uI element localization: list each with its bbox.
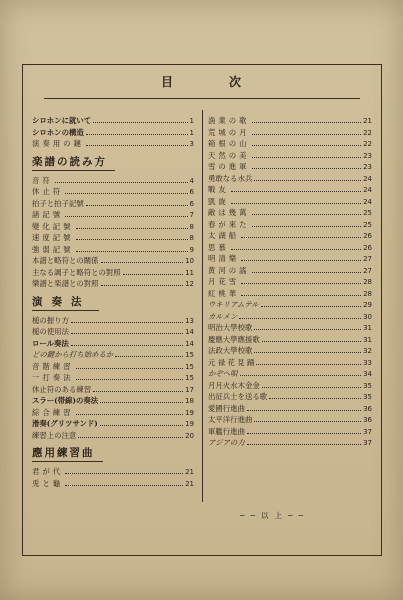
toc-entry-page: 24 xyxy=(363,197,372,206)
dot-leader xyxy=(254,174,361,181)
toc-entry-title: 槌の使用法 xyxy=(32,327,69,336)
dot-leader xyxy=(241,231,361,238)
toc-entry-title: ロール奏法 xyxy=(32,338,69,348)
toc-entry xyxy=(208,230,372,242)
toc-entry-title: シロホンの構造 xyxy=(32,127,84,137)
toc-entry-title: ウキリアムテル xyxy=(208,300,259,309)
toc-entry-title: かぞへ唄 xyxy=(208,369,238,378)
toc-entry-page: 19 xyxy=(185,420,194,428)
dot-leader xyxy=(93,385,183,392)
toc-entry xyxy=(32,221,194,233)
dot-leader xyxy=(254,346,361,353)
toc-entry xyxy=(208,380,372,392)
dot-leader xyxy=(101,256,184,263)
toc-entry xyxy=(32,466,194,478)
toc-entry-page: 13 xyxy=(185,316,194,325)
toc-entry xyxy=(32,372,194,384)
toc-entry xyxy=(32,407,194,419)
toc-entry xyxy=(32,361,194,373)
notation-list xyxy=(32,175,194,290)
dot-leader xyxy=(252,139,362,146)
toc-entry xyxy=(32,127,194,139)
toc-entry-page: 22 xyxy=(363,128,372,137)
dot-leader xyxy=(76,373,184,380)
toc-entry-page: 31 xyxy=(363,324,372,332)
dot-leader xyxy=(252,162,362,169)
toc-entry-title: 黄河の謠 xyxy=(208,265,250,275)
dot-leader xyxy=(252,151,362,158)
dot-leader xyxy=(71,339,183,346)
toc-entry-page: 29 xyxy=(363,301,372,309)
toc-entry-page: 24 xyxy=(363,174,372,183)
toc-entry-page: 19 xyxy=(185,408,194,417)
toc-entry-page: 37 xyxy=(363,439,372,447)
dot-leader xyxy=(76,245,188,252)
dot-leader xyxy=(65,479,183,486)
toc-entry xyxy=(208,414,372,426)
dot-leader xyxy=(241,277,361,284)
toc-entry-page: 21 xyxy=(185,479,194,488)
toc-entry xyxy=(32,115,194,127)
dot-leader xyxy=(262,381,361,388)
toc-entry xyxy=(32,430,194,442)
toc-entry xyxy=(32,418,194,430)
toc-entry-title: 春が來た xyxy=(208,219,250,229)
toc-entry xyxy=(32,315,194,327)
toc-entry-page: 21 xyxy=(185,468,194,476)
toc-entry-title: 強弱記號 xyxy=(32,244,74,254)
toc-entry-page: 3 xyxy=(189,140,194,148)
toc-entry-title: 勇敢なる水兵 xyxy=(208,173,253,183)
dot-leader xyxy=(247,404,361,411)
toc-entry-page: 26 xyxy=(363,232,372,240)
toc-entry-page: 31 xyxy=(363,335,372,344)
toc-entry xyxy=(208,173,372,185)
toc-entry-page: 8 xyxy=(189,222,194,231)
dot-leader xyxy=(252,116,362,123)
dot-leader xyxy=(231,197,361,204)
toc-entry-page: 30 xyxy=(363,312,372,321)
toc-entry-page: 1 xyxy=(189,117,194,125)
toc-entry-page: 14 xyxy=(185,339,194,348)
toc-entry-page: 32 xyxy=(363,347,372,355)
dot-leader xyxy=(252,266,362,273)
toc-entry-title: 一打奏法 xyxy=(32,373,74,382)
toc-entry-page: 25 xyxy=(363,220,372,229)
toc-entry xyxy=(208,115,372,127)
toc-entry xyxy=(32,255,194,267)
toc-entry-title: 天然の美 xyxy=(208,150,250,160)
dot-leader xyxy=(86,199,188,206)
toc-entry xyxy=(208,207,372,219)
toc-entry xyxy=(32,326,194,338)
toc-entry-page: 27 xyxy=(363,266,372,275)
toc-entry xyxy=(32,186,194,198)
dot-leader xyxy=(65,187,187,194)
dot-leader xyxy=(252,220,362,227)
dot-leader xyxy=(252,208,362,215)
toc-entry-title: 明治大學校歌 xyxy=(208,323,253,332)
toc-entry-page: 6 xyxy=(189,188,194,196)
toc-title: 目次 xyxy=(160,75,297,89)
dot-leader xyxy=(76,408,184,415)
section-heading-performance: 演奏法 xyxy=(32,294,99,311)
toc-entry-title: 變化記號 xyxy=(32,221,74,231)
toc-entry-title: どの鍵から打ち始めるか xyxy=(32,350,114,359)
toc-entry-page: 36 xyxy=(363,416,372,424)
intro-list xyxy=(32,115,194,150)
dot-leader xyxy=(78,431,183,438)
toc-entry-page: 24 xyxy=(363,186,372,194)
left-column xyxy=(32,115,194,489)
toc-entry xyxy=(32,395,194,407)
toc-entry-title: 軍艦行進曲 xyxy=(208,426,245,436)
toc-entry xyxy=(208,288,372,300)
toc-entry-title: アジアの力 xyxy=(208,438,245,447)
title-rule xyxy=(44,98,360,99)
toc-entry xyxy=(32,175,194,187)
toc-entry-title: 凱旋 xyxy=(208,196,229,206)
dot-leader xyxy=(256,358,361,365)
dot-leader xyxy=(101,279,184,286)
dot-leader xyxy=(261,300,361,307)
toc-entry-page: 36 xyxy=(363,404,372,413)
toc-entry xyxy=(32,349,194,361)
toc-entry-title: 君が代 xyxy=(32,467,64,476)
toc-entry-title: 兎と龜 xyxy=(32,478,64,488)
toc-entry xyxy=(208,276,372,288)
toc-entry-page: 15 xyxy=(185,374,194,382)
dot-leader xyxy=(100,396,183,403)
toc-entry-page: 9 xyxy=(189,245,194,254)
toc-entry xyxy=(208,299,372,311)
toc-entry-title: 休止符のある練習 xyxy=(32,384,92,394)
toc-entry-page: 18 xyxy=(185,397,194,405)
dot-leader xyxy=(247,438,361,445)
toc-entry xyxy=(32,138,194,150)
dot-leader xyxy=(76,362,184,369)
toc-entry-title: 綜合練習 xyxy=(32,407,74,417)
toc-entry xyxy=(32,209,194,221)
dot-leader xyxy=(86,128,188,135)
toc-entry xyxy=(208,391,372,403)
toc-entry-title: 紅桃華 xyxy=(208,288,240,298)
right-column xyxy=(208,115,372,449)
dot-leader xyxy=(247,427,361,434)
toc-entry-page: 26 xyxy=(363,243,372,252)
toc-entry xyxy=(208,196,372,208)
toc-entry-title: 滑奏(グリツサンド) xyxy=(32,419,98,428)
toc-entry-title: 明清樂 xyxy=(208,254,240,263)
dot-leader xyxy=(240,369,362,376)
toc-entry-title: スラー(帯線)の奏法 xyxy=(32,396,99,405)
toc-entry-title: 雪の進軍 xyxy=(208,162,250,171)
dot-leader xyxy=(252,128,362,135)
toc-entry-page: 7 xyxy=(189,211,194,219)
toc-entry xyxy=(208,345,372,357)
toc-entry-title: 速度記號 xyxy=(32,233,74,242)
dot-leader xyxy=(71,327,183,334)
end-mark: ──以上── xyxy=(240,511,310,520)
toc-entry-page: 20 xyxy=(185,431,194,440)
toc-entry xyxy=(32,478,194,490)
toc-entry-page: 15 xyxy=(185,362,194,371)
dot-leader xyxy=(239,312,361,319)
toc-entry-title: 思慕 xyxy=(208,242,229,252)
section-heading-notation: 楽譜の読み方 xyxy=(32,154,115,171)
dot-leader xyxy=(231,185,361,192)
dot-leader xyxy=(269,392,361,399)
toc-entry-title: 太湖船 xyxy=(208,231,240,240)
toc-entry xyxy=(208,403,372,415)
toc-entry-title: 主なる調子と略符との對照 xyxy=(32,267,121,277)
toc-entry xyxy=(208,127,372,139)
toc-entry xyxy=(32,267,194,279)
songs-list xyxy=(208,115,372,449)
toc-entry xyxy=(208,150,372,162)
toc-entry xyxy=(208,242,372,254)
toc-entry-title: 漁業の歌 xyxy=(208,116,250,125)
toc-entry-page: 25 xyxy=(363,209,372,217)
toc-entry-page: 15 xyxy=(185,351,194,359)
toc-entry-title: 慶應大學應援歌 xyxy=(208,334,260,344)
toc-entry-title: 元 禄 花 見 踊 xyxy=(208,357,255,367)
toc-entry-title: 本譜と略符との關係 xyxy=(32,256,99,265)
toc-entry-title: 槌の握り方 xyxy=(32,315,69,325)
toc-entry xyxy=(208,265,372,277)
toc-entry-title: 法政大學校歌 xyxy=(208,346,253,355)
toc-entry-title: 樂譜と楽譜との對照 xyxy=(32,279,99,288)
toc-entry-page: 37 xyxy=(363,427,372,436)
dot-leader xyxy=(262,335,361,342)
toc-entry xyxy=(208,253,372,265)
dot-leader xyxy=(76,222,188,229)
dot-leader xyxy=(123,268,183,275)
dot-leader xyxy=(254,415,361,422)
toc-entry xyxy=(208,161,372,173)
toc-entry xyxy=(208,219,372,231)
toc-entry xyxy=(208,184,372,196)
dot-leader xyxy=(254,323,361,330)
toc-entry-title: 月花雪 xyxy=(208,277,240,286)
dot-leader xyxy=(55,176,188,183)
section-heading-applied: 應用練習曲 xyxy=(32,445,103,462)
toc-entry-title: 拍子と拍子記號 xyxy=(32,198,84,208)
toc-entry-page: 35 xyxy=(363,381,372,390)
toc-entry-title: 音階練習 xyxy=(32,361,74,371)
toc-entry-page: 23 xyxy=(363,163,372,171)
toc-entry-page: 33 xyxy=(363,358,372,367)
toc-entry xyxy=(208,311,372,323)
applied-list xyxy=(32,466,194,489)
performance-list xyxy=(32,315,194,442)
toc-entry xyxy=(208,426,372,438)
toc-entry-page: 11 xyxy=(185,268,194,277)
toc-entry xyxy=(208,437,372,449)
toc-entry-title: 諸記號 xyxy=(32,210,64,219)
toc-entry-title: 箱根の山 xyxy=(208,139,250,148)
toc-entry-page: 28 xyxy=(363,289,372,298)
toc-entry-title: カルメン xyxy=(208,311,238,321)
toc-entry-page: 28 xyxy=(363,278,372,286)
dot-leader xyxy=(241,289,361,296)
toc-entry xyxy=(32,232,194,244)
toc-entry xyxy=(32,198,194,210)
toc-entry-title: 荒城の月 xyxy=(208,127,250,137)
toc-entry xyxy=(208,368,372,380)
toc-entry-page: 8 xyxy=(189,234,194,242)
toc-entry xyxy=(208,357,372,369)
toc-entry-page: 22 xyxy=(363,140,372,148)
toc-entry xyxy=(32,384,194,396)
toc-entry-title: 戰友 xyxy=(208,185,229,194)
toc-entry xyxy=(208,334,372,346)
toc-entry-title: 音符 xyxy=(32,175,53,185)
toc-entry-title: 愛國行進曲 xyxy=(208,403,245,413)
toc-entry-title: 休止符 xyxy=(32,187,64,196)
toc-entry-title: シロホンに就いて xyxy=(32,116,92,125)
toc-entry-page: 1 xyxy=(189,128,194,137)
dot-leader xyxy=(86,139,188,146)
toc-entry-page: 21 xyxy=(363,117,372,125)
toc-entry-page: 27 xyxy=(363,255,372,263)
toc-entry xyxy=(32,278,194,290)
dot-leader xyxy=(115,350,183,357)
dot-leader xyxy=(71,316,183,323)
dot-leader xyxy=(100,419,183,426)
toc-entry-page: 10 xyxy=(185,257,194,265)
toc-entry-page: 17 xyxy=(185,385,194,394)
toc-entry-page: 6 xyxy=(189,199,194,208)
dot-leader xyxy=(65,467,183,474)
toc-entry-page: 35 xyxy=(363,393,372,401)
toc-entry-title: 練習上の注意 xyxy=(32,430,77,440)
toc-entry xyxy=(32,338,194,350)
toc-entry-title: 月月火水木金金 xyxy=(208,380,260,390)
dot-leader xyxy=(231,243,361,250)
toc-entry-title: 演奏用の鏈 xyxy=(32,139,84,148)
toc-entry xyxy=(208,138,372,150)
toc-entry-title: 出征兵士を送る歌 xyxy=(208,392,268,401)
toc-entry-page: 23 xyxy=(363,151,372,160)
toc-entry-page: 4 xyxy=(189,176,194,185)
dot-leader xyxy=(93,116,187,123)
toc-entry-page: 14 xyxy=(185,328,194,336)
dot-leader xyxy=(76,233,188,240)
dot-leader xyxy=(65,210,187,217)
toc-entry-title: 敵は幾萬 xyxy=(208,208,250,217)
toc-entry xyxy=(32,244,194,256)
toc-entry-page: 34 xyxy=(363,370,372,378)
toc-entry-page: 12 xyxy=(185,280,194,288)
toc-entry-title: 太平洋行進曲 xyxy=(208,415,253,424)
column-divider xyxy=(202,110,203,502)
dot-leader xyxy=(241,254,361,261)
toc-entry xyxy=(208,322,372,334)
